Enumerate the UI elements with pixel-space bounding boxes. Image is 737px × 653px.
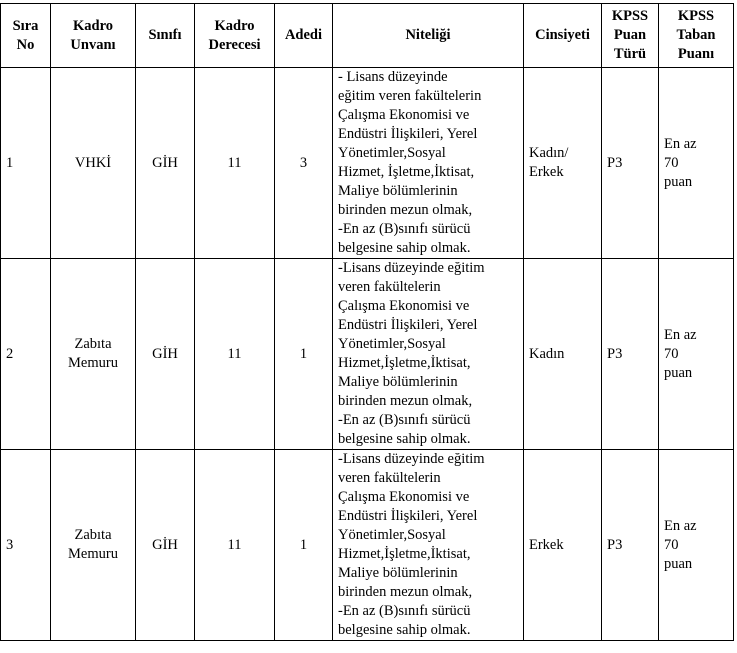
- table-row: [1, 450, 734, 641]
- cell-sinifi: GİH: [136, 450, 195, 641]
- cell-kpss-puan-turu: P3: [602, 450, 659, 641]
- header-kadro-unvani: Kadro Unvanı: [51, 4, 136, 68]
- cell-adedi: 1: [275, 259, 333, 450]
- cell-kpss-taban-puani: En az 70 puan: [659, 68, 734, 259]
- cell-kpss-puan-turu: P3: [602, 68, 659, 259]
- cell-kadro-derecesi: 11: [195, 450, 275, 641]
- cell-sinifi: GİH: [136, 68, 195, 259]
- cell-sira-no: 2: [1, 259, 51, 450]
- cell-niteligi: -Lisans düzeyinde eğitim veren fakültelerin Çalışma Ekonomisi ve Endüstri İlişkileri, Yerel Yönetimler,Sosyal Hizmet,İşletme,İktisat, Maliye bölümlerinin birinden mezun olmak, -En az (B)sınıfı sürücü belgesine sahip olmak.: [333, 450, 524, 641]
- header-cinsiyeti: Cinsiyeti: [524, 4, 602, 68]
- cell-adedi: 1: [275, 450, 333, 641]
- cell-sinifi: GİH: [136, 259, 195, 450]
- cell-adedi: 3: [275, 68, 333, 259]
- cell-kadro-derecesi: 11: [195, 68, 275, 259]
- cell-kpss-puan-turu: P3: [602, 259, 659, 450]
- header-sinifi: Sınıfı: [136, 4, 195, 68]
- cell-kpss-taban-puani: En az 70 puan: [659, 259, 734, 450]
- cell-cinsiyeti: Kadın: [524, 259, 602, 450]
- cell-kadro-unvani: VHKİ: [51, 68, 136, 259]
- header-adedi: Adedi: [275, 4, 333, 68]
- header-kpss-taban-puani: KPSS Taban Puanı: [659, 4, 734, 68]
- header-kpss-puan-turu: KPSS Puan Türü: [602, 4, 659, 68]
- cell-cinsiyeti: Erkek: [524, 450, 602, 641]
- cell-sira-no: 1: [1, 68, 51, 259]
- cell-kadro-unvani: Zabıta Memuru: [51, 450, 136, 641]
- cell-niteligi: - Lisans düzeyinde eğitim veren fakültelerin Çalışma Ekonomisi ve Endüstri İlişkileri, Yerel Yönetimler,Sosyal Hizmet, İşletme,İktisat, Maliye bölümlerinin birinden mezun olmak, -En az (B)sınıfı sürücü belgesine sahip olmak.: [333, 68, 524, 259]
- cell-cinsiyeti: Kadın/ Erkek: [524, 68, 602, 259]
- header-row: [1, 4, 734, 68]
- header-kadro-derecesi: Kadro Derecesi: [195, 4, 275, 68]
- table-row: [1, 259, 734, 450]
- table-row: [1, 68, 734, 259]
- cell-kadro-unvani: Zabıta Memuru: [51, 259, 136, 450]
- kadro-table: [0, 3, 734, 641]
- cell-kadro-derecesi: 11: [195, 259, 275, 450]
- header-niteligi: Niteliği: [333, 4, 524, 68]
- cell-niteligi: -Lisans düzeyinde eğitim veren fakültelerin Çalışma Ekonomisi ve Endüstri İlişkileri, Yerel Yönetimler,Sosyal Hizmet,İşletme,İktisat, Maliye bölümlerinin birinden mezun olmak, -En az (B)sınıfı sürücü belgesine sahip olmak.: [333, 259, 524, 450]
- header-sira-no: Sıra No: [1, 4, 51, 68]
- cell-sira-no: 3: [1, 450, 51, 641]
- cell-kpss-taban-puani: En az 70 puan: [659, 450, 734, 641]
